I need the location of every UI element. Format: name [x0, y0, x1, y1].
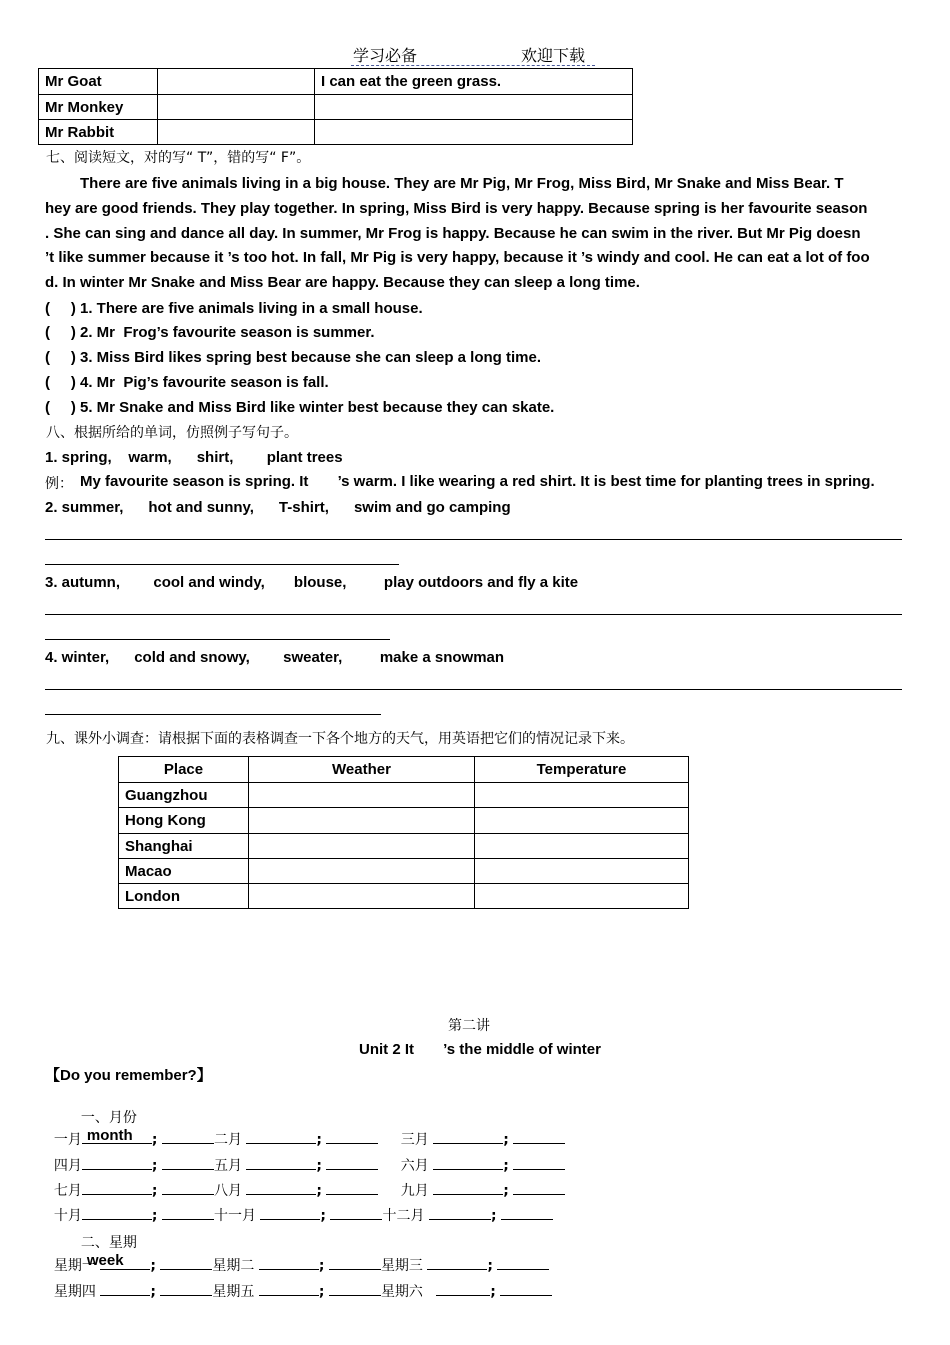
- example-sentence: My favourite season is spring. It ’s warm. I like wearing a red shirt. It is best time for planting trees in spring.: [80, 473, 875, 490]
- table-row: [119, 859, 689, 884]
- month-row: 四月 ; 五月 ; 六月 ;: [45, 1139, 565, 1175]
- weather-cell[interactable]: [249, 859, 475, 884]
- answer-line[interactable]: [45, 614, 902, 615]
- week-row: 星期一 ; 星期二 ; 星期三 ;: [45, 1239, 549, 1275]
- answer-line[interactable]: [45, 539, 902, 540]
- table-row: [39, 69, 633, 95]
- table-header-row: [119, 757, 689, 783]
- table-row: [119, 884, 689, 909]
- blank[interactable]: [330, 1205, 382, 1220]
- question-3[interactable]: ( ) 3. Miss Bird likes spring best because she can sleep a long time.: [45, 349, 541, 366]
- answer-line[interactable]: [45, 639, 390, 640]
- statement-cell: I can eat the green grass.: [315, 69, 633, 95]
- weekday-label: 星期一: [53, 1258, 96, 1274]
- blank-cell[interactable]: [158, 95, 315, 120]
- header-underline: [351, 65, 595, 66]
- passage-line: ’t like summer because it ’s too hot. In fall, Mr Pig is very happy, because it ’s windy and cool. He can eat a lot of foo: [45, 249, 870, 266]
- month-label: 九月: [400, 1183, 429, 1199]
- place-cell: Hong Kong: [119, 808, 249, 834]
- table-row: [39, 120, 633, 145]
- animal-table: [38, 68, 633, 145]
- table-row: [39, 95, 633, 120]
- month-row: 十月 ; 十一月 ; 十二月 ;: [45, 1189, 553, 1225]
- month-row: 七月 ; 八月 ; 九月 ;: [45, 1164, 565, 1200]
- temperature-cell[interactable]: [475, 859, 689, 884]
- item-2: 2. summer, hot and sunny, T-shirt, swim and go camping: [45, 499, 511, 516]
- weather-cell[interactable]: [249, 884, 475, 909]
- blank[interactable]: [501, 1205, 553, 1220]
- question-1[interactable]: ( ) 1. There are five animals living in a small house.: [45, 300, 423, 317]
- place-cell: Guangzhou: [119, 783, 249, 808]
- passage-line: hey are good friends. They play together. In spring, Miss Bird is very happy. Because spring is her favourite season: [45, 200, 868, 217]
- month-label: 十月: [53, 1208, 82, 1224]
- animal-name: Mr Goat: [39, 69, 158, 95]
- blank[interactable]: [436, 1281, 490, 1296]
- weekday-label: 星期二: [212, 1258, 255, 1274]
- item-3: 3. autumn, cool and windy, blouse, play outdoors and fly a kite: [45, 574, 579, 591]
- remember-heading: 【Do you remember?】: [45, 1067, 212, 1084]
- month-label: 十一月: [213, 1208, 256, 1224]
- weekday-label: 星期五: [212, 1284, 255, 1300]
- temperature-cell[interactable]: [475, 884, 689, 909]
- table-row: [119, 808, 689, 834]
- place-cell: Macao: [119, 859, 249, 884]
- month-label: 七月: [53, 1183, 82, 1199]
- month-row: 一月 ; 二月 ; 三月 ;: [45, 1113, 565, 1149]
- blank[interactable]: [500, 1281, 552, 1296]
- temperature-cell[interactable]: [475, 783, 689, 808]
- weekday-label: 星期四: [53, 1284, 96, 1300]
- month-label: 一月: [53, 1132, 82, 1148]
- table-row: [119, 783, 689, 808]
- month-label: 二月: [213, 1132, 242, 1148]
- month-label: 五月: [213, 1158, 242, 1174]
- header-weather: Weather: [249, 757, 475, 783]
- lesson-title: 第二讲: [448, 1018, 490, 1034]
- weather-cell[interactable]: [249, 783, 475, 808]
- weather-cell[interactable]: [249, 834, 475, 859]
- passage-line: There are five animals living in a big house. They are Mr Pig, Mr Frog, Miss Bird, Mr Snake and Miss Bear. T: [80, 175, 844, 192]
- blank[interactable]: [260, 1205, 320, 1220]
- section9-title: 九、课外小调查：请根据下面的表格调查一下各个地方的天气，用英语把它们的情况记录下来。: [46, 731, 634, 747]
- answer-line[interactable]: [45, 714, 381, 715]
- header-place: Place: [119, 757, 249, 783]
- weather-table: [118, 756, 689, 909]
- section7-title: 七、阅读短文，对的写“ T”，错的写“ F”。: [46, 150, 311, 166]
- question-4[interactable]: ( ) 4. Mr Pig’s favourite season is fall.: [45, 374, 329, 391]
- week-title: 二、星期: [80, 1235, 137, 1251]
- unit-title: Unit 2 It ’s the middle of winter: [359, 1041, 601, 1058]
- weather-cell[interactable]: [249, 808, 475, 834]
- temperature-cell[interactable]: [475, 808, 689, 834]
- weekday-label: 星期三: [380, 1258, 423, 1274]
- blank[interactable]: [100, 1281, 150, 1296]
- section8-title: 八、根据所给的单词，仿照例子写句子。: [46, 425, 298, 441]
- animal-name: Mr Rabbit: [39, 120, 158, 145]
- weekday-label: 星期六: [380, 1284, 423, 1300]
- passage-line: d. In winter Mr Snake and Miss Bear are happy. Because they can sleep a long time.: [45, 274, 640, 291]
- blank[interactable]: [429, 1205, 491, 1220]
- blank-cell[interactable]: [158, 69, 315, 95]
- month-label: 十二月: [382, 1208, 425, 1224]
- week-row: 星期四 ; 星期五 ; 星期六 ;: [45, 1265, 552, 1301]
- month-label: 三月: [400, 1132, 429, 1148]
- item-1: 1. spring, warm, shirt, plant trees: [45, 449, 343, 466]
- blank[interactable]: [259, 1281, 319, 1296]
- blank-cell[interactable]: [158, 120, 315, 145]
- blank[interactable]: [162, 1205, 214, 1220]
- months-title: 一、月份: [80, 1110, 137, 1126]
- months-word: month: [86, 1127, 133, 1144]
- blank[interactable]: [329, 1281, 381, 1296]
- header-temperature: Temperature: [475, 757, 689, 783]
- question-2[interactable]: ( ) 2. Mr Frog’s favourite season is summer.: [45, 324, 375, 341]
- table-row: [119, 834, 689, 859]
- week-word: week: [86, 1252, 124, 1269]
- answer-line[interactable]: [45, 689, 902, 690]
- temperature-cell[interactable]: [475, 834, 689, 859]
- month-label: 四月: [53, 1158, 82, 1174]
- place-cell: Shanghai: [119, 834, 249, 859]
- header-right: 欢迎下载: [521, 46, 586, 65]
- answer-line[interactable]: [45, 564, 399, 565]
- header-left: 学习必备: [353, 46, 418, 65]
- month-label: 八月: [213, 1183, 242, 1199]
- blank[interactable]: [160, 1281, 212, 1296]
- passage-line: . She can sing and dance all day. In summer, Mr Frog is happy. Because he can swim in the river. But Mr Pig doesn: [45, 225, 861, 242]
- item-4: 4. winter, cold and snowy, sweater, make a snowman: [45, 649, 505, 666]
- animal-name: Mr Monkey: [39, 95, 158, 120]
- example-label: 例：: [45, 476, 73, 492]
- month-label: 六月: [400, 1158, 429, 1174]
- blank-cell[interactable]: [315, 120, 633, 145]
- place-cell: London: [119, 884, 249, 909]
- blank-cell[interactable]: [315, 95, 633, 120]
- question-5[interactable]: ( ) 5. Mr Snake and Miss Bird like winter best because they can skate.: [45, 399, 555, 416]
